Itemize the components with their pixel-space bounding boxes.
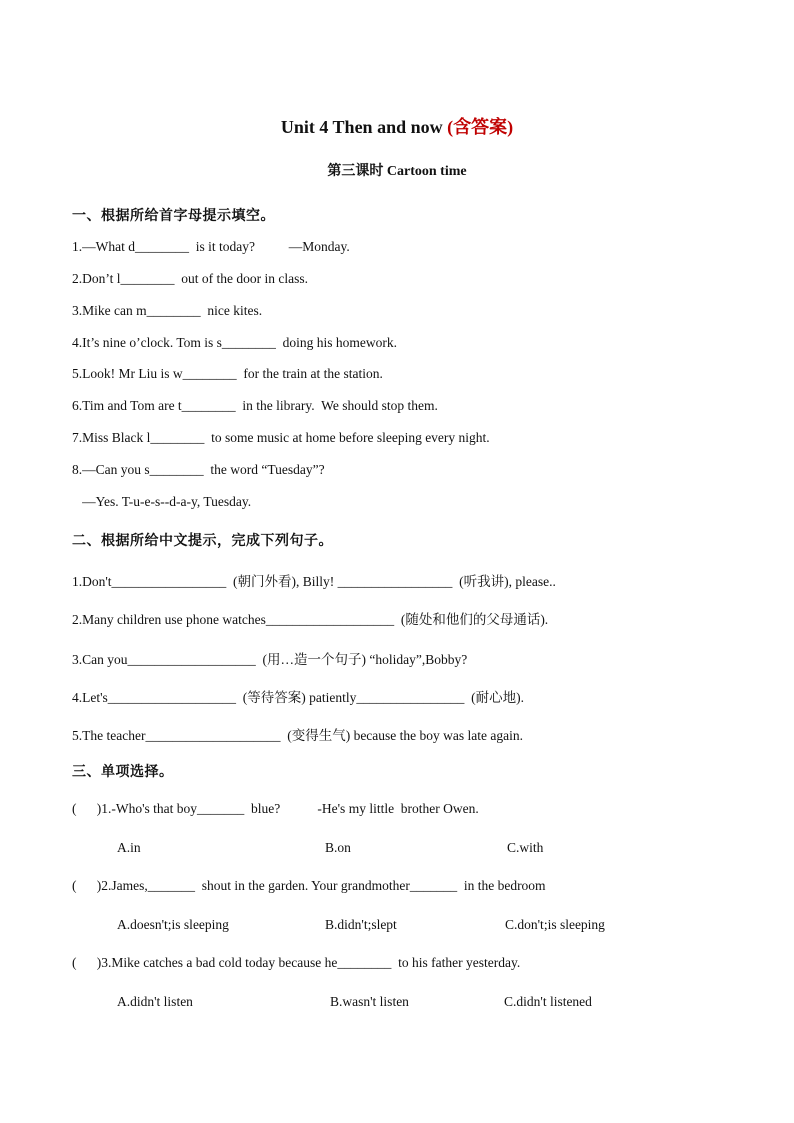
question-2-stem: ( )2.James,_______ shout in the garden. Your grandmother_______ in the bedroom: [72, 878, 546, 893]
section2-heading: 二、根据所给中文提示，完成下列句子。: [72, 533, 333, 549]
section3-heading: 三、单项选择。: [72, 764, 174, 780]
title-main: Unit 4 Then and now: [280, 117, 448, 137]
section2-item-2: 2.Many children use phone watches___________________ (随处和他们的父母通话).: [72, 612, 549, 627]
question-1-stem: ( )1.-Who's that boy_______ blue? -He's my little brother Owen.: [72, 801, 479, 816]
title-answer-note: (含答案): [447, 117, 514, 137]
section1-item-8: 8.—Can you s________ the word “Tuesday”?: [72, 462, 325, 477]
question-2-option-c: C.don't;is sleeping: [505, 917, 605, 932]
question-1-option-b: B.on: [325, 840, 351, 855]
page-title: [0, 113, 794, 139]
section1-item-2: 2.Don’t l________ out of the door in class.: [72, 271, 308, 286]
question-2-option-a: A.doesn't;is sleeping: [117, 917, 229, 932]
question-3-option-c: C.didn't listened: [504, 994, 592, 1009]
section1-item-6: 6.Tim and Tom are t________ in the library. We should stop them.: [72, 398, 438, 413]
question-3-stem: ( )3.Mike catches a bad cold today because he________ to his father yesterday.: [72, 955, 521, 970]
section1-item-3: 3.Mike can m________ nice kites.: [72, 303, 263, 318]
lesson-subtitle: 第三课时 Cartoon time: [327, 164, 467, 179]
question-3-option-a: A.didn't listen: [117, 994, 193, 1009]
question-1-option-a: A.in: [117, 840, 141, 855]
section2-item-4: 4.Let's___________________ (等待答案) patiently________________ (耐心地).: [72, 690, 525, 705]
section2-item-1: 1.Don't_________________ (朝门外看), Billy! _________________ (听我讲), please..: [72, 574, 556, 589]
section1-item-7: 7.Miss Black l________ to some music at home before sleeping every night.: [72, 430, 490, 445]
section1-item-4: 4.It’s nine o’clock. Tom is s________ doing his homework.: [72, 335, 398, 350]
question-2-option-b: B.didn't;slept: [325, 917, 397, 932]
question-1-option-c: C.with: [507, 840, 544, 855]
section2-item-3: 3.Can you___________________ (用…造一个句子) “holiday”,Bobby?: [72, 652, 468, 667]
section1-item-1: 1.—What d________ is it today? —Monday.: [72, 239, 350, 254]
section1-item-8-answer: —Yes. T-u-e-s--d-a-y, Tuesday.: [72, 494, 252, 509]
section1-item-5: 5.Look! Mr Liu is w________ for the train at the station.: [72, 366, 383, 381]
section1-heading: 一、根据所给首字母提示填空。: [72, 208, 275, 224]
section2-item-5: 5.The teacher____________________ (变得生气) because the boy was late again.: [72, 728, 523, 743]
question-3-option-b: B.wasn't listen: [330, 994, 409, 1009]
